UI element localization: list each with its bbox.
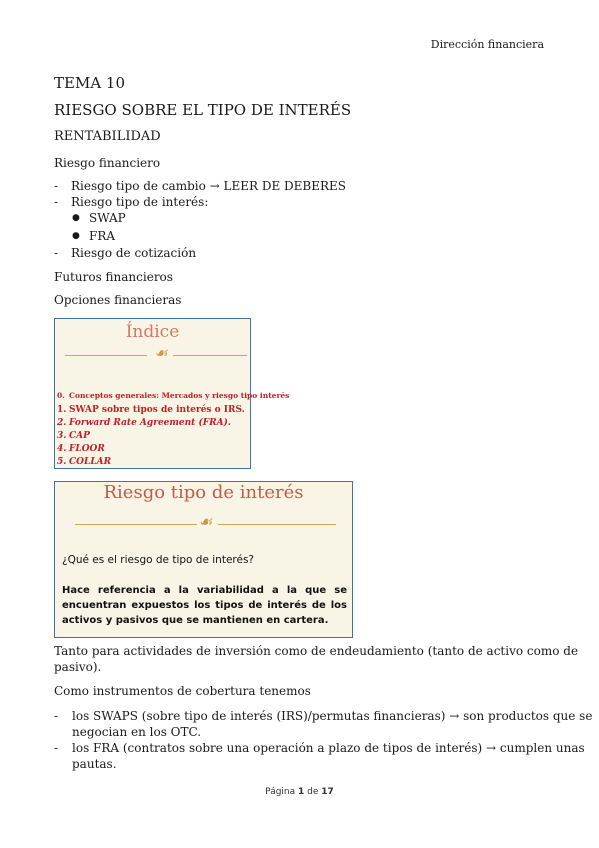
index-item: 5. COLLAR [57, 457, 112, 467]
topic-number: TEMA 10 [54, 74, 126, 92]
ornament-line [173, 355, 247, 356]
index-item: 0. Conceptos generales: Mercados y riesgo tipo interés [57, 391, 290, 400]
list-item-continuation: pautas. [72, 757, 117, 771]
ornament-line [75, 524, 197, 525]
body-paragraph: pasivo). [54, 660, 102, 674]
slide-indice [54, 318, 290, 469]
index-item: 2. Forward Rate Agreement (FRA). [57, 418, 231, 428]
page-footer: Página 1 de 17 [265, 787, 334, 797]
list-item-continuation: negocian en los OTC. [72, 725, 202, 739]
slide-question: ¿Qué es el riesgo de tipo de interés? [62, 554, 254, 566]
body-paragraph: Tanto para actividades de inversión como de endeudamiento (tanto de activo como de [54, 644, 579, 658]
index-item: 1. SWAP sobre tipos de interés o IRS. [57, 405, 245, 415]
running-header: Dirección financiera [430, 38, 544, 51]
ornament-icon: ☙ [154, 344, 168, 362]
ornament-line [218, 524, 336, 525]
index-item: 3. CAP [57, 431, 90, 441]
riesgo-financiero-heading: Riesgo financiero [54, 156, 161, 170]
index-item: 4. FLOOR [57, 444, 105, 454]
topic-title: RIESGO SOBRE EL TIPO DE INTERÉS [54, 101, 352, 119]
slide-riesgo-tipo-interes [54, 481, 353, 638]
slide-title: Riesgo tipo de interés [103, 482, 304, 503]
section-heading: RENTABILIDAD [54, 129, 161, 144]
body-paragraph: Como instrumentos de cobertura tenemos [54, 684, 311, 698]
futuros-heading: Futuros financieros [54, 270, 173, 284]
ornament-icon: ☙ [198, 512, 213, 531]
slide-title: Índice [125, 322, 180, 342]
opciones-heading: Opciones financieras [54, 293, 182, 307]
ornament-line [65, 355, 147, 356]
slide-answer: Hace referencia a la variabilidad a la que se encuentran expuestos los tipos de interés de los activos y pasivos que se mantienen en cartera. [62, 585, 347, 626]
